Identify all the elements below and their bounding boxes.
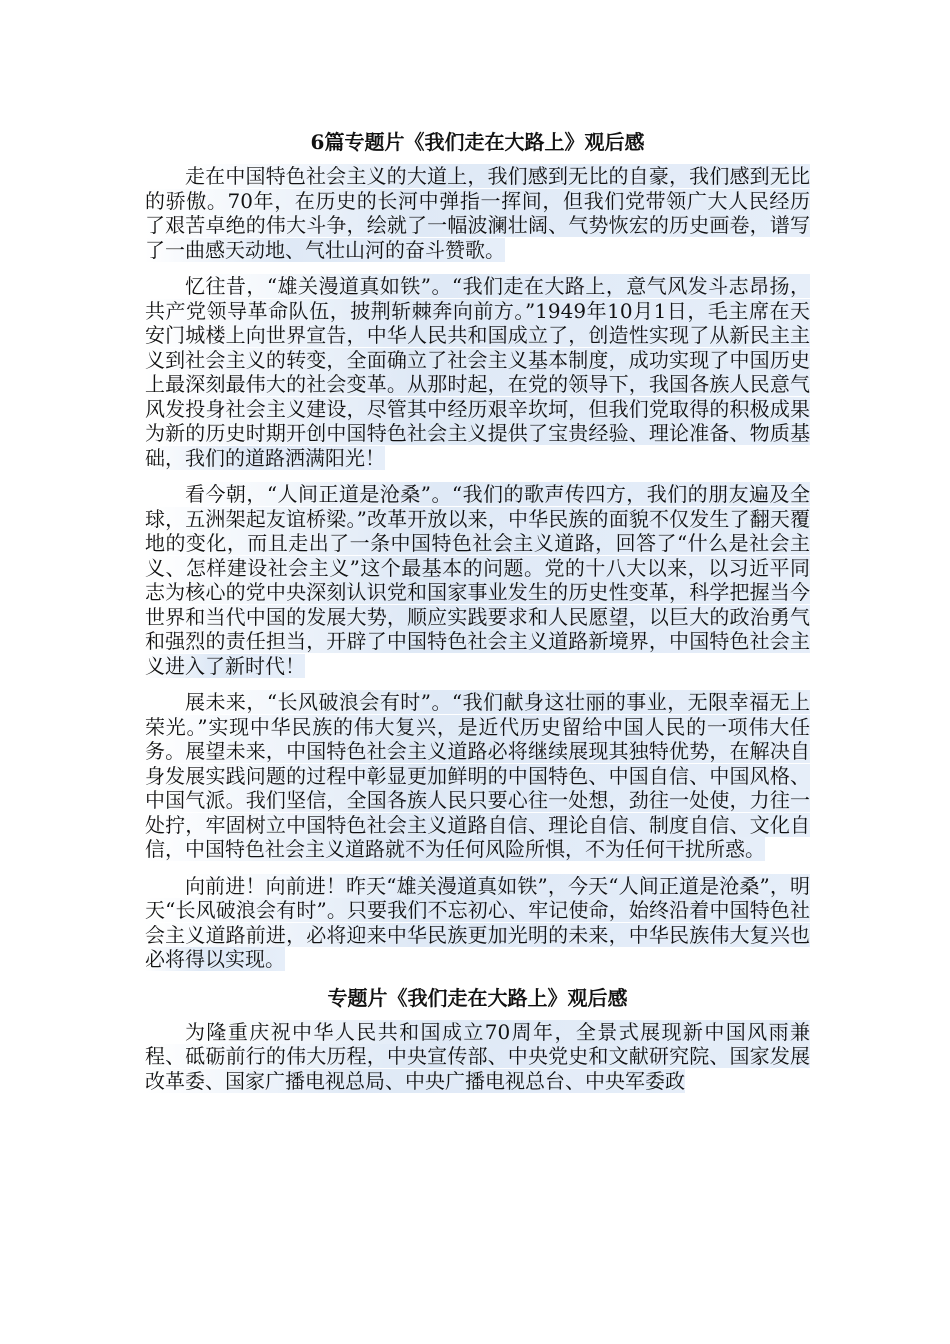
paragraph-text: 看今朝，“人间正道是沧桑”。“我们的歌声传四方，我们的朋友遍及全球，五洲架起友谊桥梁。”改革开放以来，中华民族的面貌不仅发生了翻天覆地的变化，而且走出了一条中国特色社会主义道路，回答了“什么是社会主义、怎样建设社会主义”这个最基本的问题。党的十八大以来，以习近平同志为核心的党中央深刻认识党和国家事业发生的历史性变革，科学把握当今世界和当代中国的发展大势，顺应实践要求和人民愿望，以巨大的政治勇气和强烈的责任担当，开辟了中国特色社会主义道路新境界，中国特色社会主义进入了新时代！ — [145, 482, 810, 678]
paragraph-text: 向前进！向前进！昨天“雄关漫道真如铁”，今天“人间正道是沧桑”，明天“长风破浪会有时”。只要我们不忘初心、牢记使命，始终沿着中国特色社会主义道路前进，必将迎来中华民族更加光明的未来，中华民族伟大复兴也必将得以实现。 — [145, 873, 810, 971]
paragraph-text: 走在中国特色社会主义的大道上，我们感到无比的自豪，我们感到无比的骄傲。70年，在历史的长河中弹指一挥间，但我们党带领广大人民经历了艰苦卓绝的伟大斗争，绘就了一幅波澜壮阔、气势恢宏的历史画卷，谱写了一曲感天动地、气壮山河的奋斗赞歌。 — [145, 164, 810, 262]
paragraph — [145, 274, 810, 470]
article-title: 6篇专题片《我们走在大路上》观后感 — [310, 130, 645, 154]
paragraph — [145, 482, 810, 678]
paragraph — [145, 690, 810, 862]
article-title: 专题片《我们走在大路上》观后感 — [327, 985, 628, 1010]
paragraph-text: 为隆重庆祝中华人民共和国成立70周年，全景式展现新中国风雨兼程、砥砺前行的伟大历程，中央宣传部、中央党史和文献研究院、国家发展改革委、国家广播电视总局、中央广播电视总台、中央军委政 — [145, 1019, 810, 1093]
paragraph — [145, 874, 810, 972]
paragraph-text: 展未来，“长风破浪会有时”。“我们献身这壮丽的事业，无限幸福无上荣光。”实现中华民族的伟大复兴，是近代历史留给中国人民的一项伟大任务。展望未来，中国特色社会主义道路必将继续展现其独特优势，在解决自身发展实践问题的过程中彰显更加鲜明的中国特色、中国自信、中国风格、中国气派。我们坚信，全国各族人民只要心往一处想，劲往一处使，力往一处拧，牢固树立中国特色社会主义道路自信、理论自信、制度自信、文化自信，中国特色社会主义道路就不为任何风险所惧，不为任何干扰所惑。 — [145, 690, 810, 861]
paragraph — [145, 164, 810, 262]
paragraph — [145, 1020, 810, 1094]
paragraph-text: 忆往昔，“雄关漫道真如铁”。“我们走在大路上，意气风发斗志昂扬，共产党领导革命队伍，披荆斩棘奔向前方。”1949年10月1日，毛主席在天安门城楼上向世界宣告，中华人民共和国成立了，创造性实现了从新民主主义到社会主义的转变，全面确立了社会主义基本制度，成功实现了中国历史上最深刻最伟大的社会变革。从那时起，在党的领导下，我国各族人民意气风发投身社会主义建设，尽管其中经历艰辛坎坷，但我们党取得的积极成果为新的历史时期开创中国特色社会主义提供了宝贵经验、理论准备、物质基础，我们的道路洒满阳光！ — [145, 274, 810, 470]
document-body — [145, 128, 810, 1105]
